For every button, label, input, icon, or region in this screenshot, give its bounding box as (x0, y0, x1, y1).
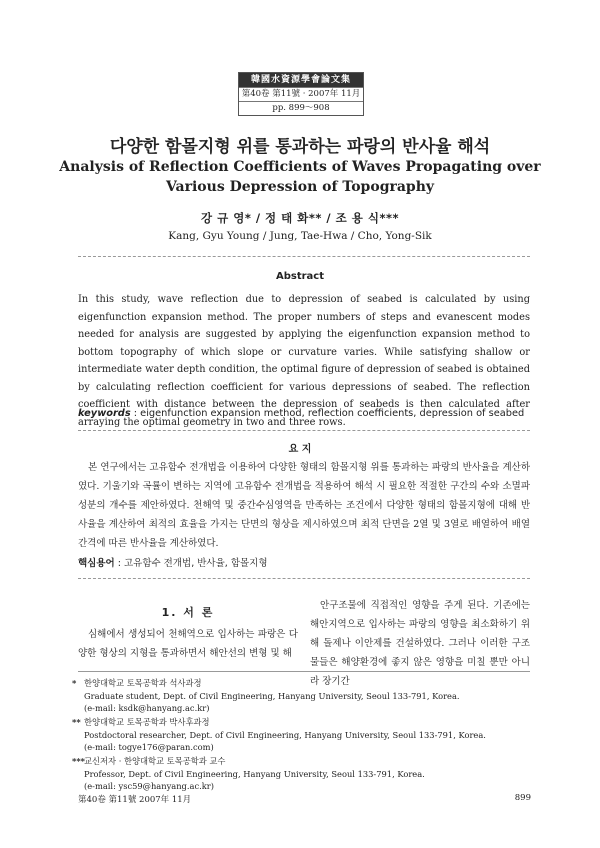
keywords (78, 408, 530, 419)
keywords-korean (78, 555, 530, 569)
footnote-rule (78, 671, 530, 672)
journal-pages: pp. 899～908 (239, 101, 363, 115)
footnote-line: 한양대학교 토목공학과 박사후과정 (84, 717, 210, 727)
journal-header-box (238, 72, 364, 116)
footnote-line: Professor, Dept. of Civil Engineering, Hanyang University, Seoul 133-791, Korea. (84, 768, 425, 779)
keywords-korean-label: 핵심용어 (78, 558, 115, 569)
journal-volume: 第40卷 第11號 · 2007年 11月 (239, 87, 363, 101)
abstract-text: In this study, wave reflection due to depression of seabed is calculated by using eigenfunction expansion method. The proper numbers of steps and evanescent modes needed for analysis are suggested by applying the eigenfunction expansion method to bottom topography of which slope or curvature varies. While satisfying shallow or intermediate water depth condition, the optimal figure of depression of seabed is obtained by calculating reflection coefficient for various depressions of seabed. The reflection coefficient with distance between the depression of seabeds is then calculated after arraying the optimal geometry in two and three rows. (78, 294, 530, 428)
footnote-line: 교신저자 · 한양대학교 토목공학과 교수 (84, 756, 226, 766)
section-heading-introduction: 1. 서 론 (161, 606, 215, 619)
authors-english: Kang, Gyu Young / Jung, Tae-Hwa / Cho, Yong-Sik (168, 230, 432, 242)
yoji-heading: 요 지 (288, 444, 312, 455)
footnote-line: (e-mail: ksdk@hanyang.ac.kr) (84, 703, 210, 713)
footnote (72, 755, 532, 793)
yoji-text: 본 연구에서는 고유함수 전개법을 이용하여 다양한 형태의 함몰지형 위를 통과하는 파랑의 반사율을 계산하였다. 기울기와 곡률이 변하는 지역에 고유함수 전개법을 적용하여 해석 시 필요한 적절한 구간의 수와 소멸파 성분의 개수를 제안하였다. 천해역 및 중간수심영역을 만족하는 조건에서 다양한 형태의 함몰지형에 대해 반사율을 계산하여 최적의 효율을 가지는 단면의 형상을 제시하였으며 최적 단면을 2열 및 3열로 배열하여 배열 간격에 따른 반사율을 계산하였다. (78, 462, 530, 549)
journal-name: 韓國水資源學會論文集 (239, 73, 363, 87)
abstract-heading: Abstract (275, 271, 325, 282)
paper-title-english: Analysis of Reflection Coefficients of Waves Propagating over Various Depression of Topography (59, 159, 541, 195)
divider (78, 578, 530, 579)
keywords-korean-text: : 고유함수 전개법, 반사율, 함몰지형 (114, 558, 268, 569)
keywords-label: keywords (78, 408, 131, 419)
page-number: 899 (514, 793, 531, 803)
footnote-line: 한양대학교 토목공학과 석사과정 (84, 678, 202, 688)
footnote-line: (e-mail: togye176@paran.com) (84, 742, 214, 752)
divider (78, 256, 530, 257)
intro-text-right: 안구조물에 직접적인 영향을 주게 된다. 기존에는 해안지역으로 입사하는 파랑의 영향을 최소화하기 위해 돌제나 이안제를 건설하였다. 그러나 이러한 구조물들은 해양환경에 좋지 않은 영향을 미칠 뿐만 아니라 장기간 (310, 600, 530, 687)
footnote (72, 716, 532, 754)
footnote-line: Graduate student, Dept. of Civil Engineering, Hanyang University, Seoul 133-791, Korea. (84, 690, 460, 701)
intro-text-left: 심해에서 생성되어 천해역으로 입사하는 파랑은 다양한 형상의 지형을 통과하면서 해안선의 변형 및 해 (78, 629, 298, 659)
footnote-mark: * (72, 678, 77, 688)
footnote-line: Postdoctoral researcher, Dept. of Civil Engineering, Hanyang University, Seoul 133-791, Korea. (84, 729, 486, 740)
paper-title-korean: 다양한 함몰지형 위를 통과하는 파랑의 반사율 해석 (109, 137, 491, 157)
footnote-mark: ** (72, 717, 81, 727)
footnote-line: (e-mail: ysc59@hanyang.ac.kr) (84, 781, 214, 791)
footer-issue: 第40卷 第11號 2007年 11月 (78, 795, 192, 805)
footnote (72, 677, 532, 715)
authors-korean: 강 규 영* / 정 태 화** / 조 용 식*** (200, 211, 399, 225)
keywords-text: : eigenfunction expansion method, reflection coefficients, depression of seabed (130, 408, 525, 419)
footnote-mark: *** (72, 756, 86, 766)
divider (78, 430, 530, 431)
